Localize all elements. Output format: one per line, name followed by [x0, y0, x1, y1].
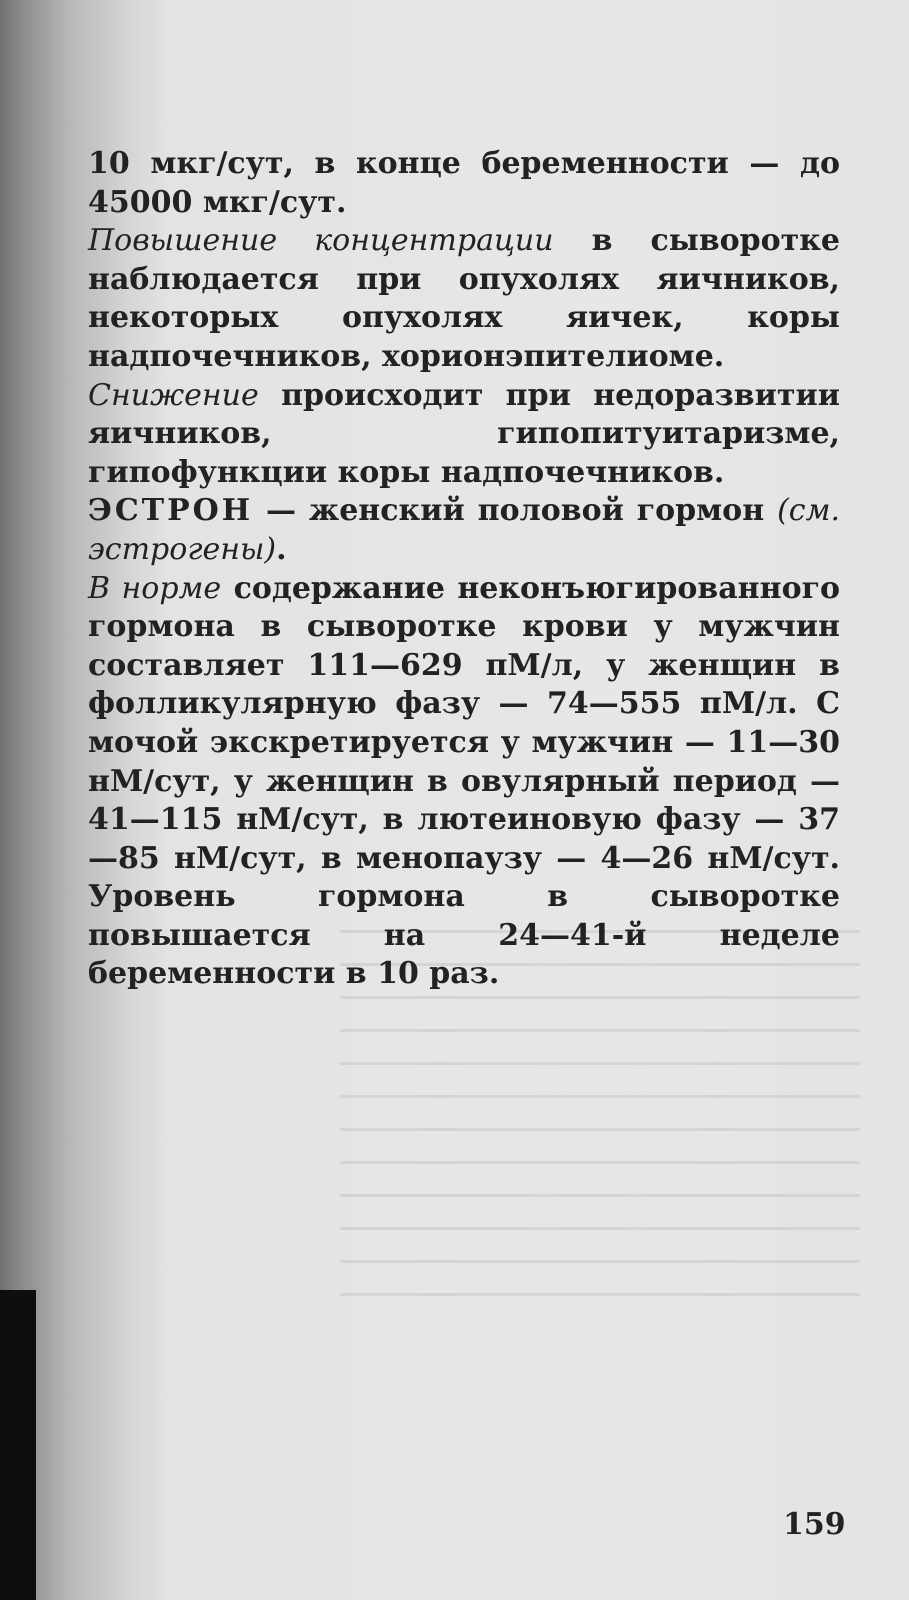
emphasis-phrase: Повышение концентрации	[88, 223, 554, 259]
text-run: 10 мкг/сут, в конце беременности — до 45000 мкг/сут.	[88, 146, 840, 220]
paragraph-1	[88, 145, 840, 222]
page-number: 159	[783, 1507, 846, 1542]
paragraph-5	[88, 570, 840, 995]
cross-reference: (см. эстрогены)	[88, 493, 840, 567]
body-text	[88, 145, 840, 994]
text-run: происходит при недоразвитии яичников, гипопитуитаризме, гипофункции коры надпочечников.	[88, 377, 840, 490]
paragraph-4	[88, 492, 840, 569]
emphasis-phrase: В норме	[88, 570, 222, 606]
paragraph-2	[88, 222, 840, 376]
text-run: — женский половой гормон	[253, 493, 778, 529]
emphasis-phrase: Снижение	[88, 377, 259, 413]
text-run: в сыворотке наблюдается при опухолях яичников, некоторых опухолях яичек, коры надпочечников, хорионэпителиоме.	[88, 223, 840, 374]
paragraph-3	[88, 377, 840, 493]
scan-edge-shadow	[0, 1290, 36, 1600]
text-run: содержание неконъюгированного гормона в сыворотке крови у мужчин составляет 111—629 пМ/л, у женщин в фолликулярную фазу — 74—555 пМ/л. С мочой экскретируется у мужчин — 11—30 нМ/сут, у женщин в овулярный период — 41—115 нМ/сут, в лютеиновую фазу — 37—85 нМ/сут, в менопаузу — 4—26 нМ/сут. Уровень гормона в сыворотке повышается на 24—41-й неделе беременности в 10 раз.	[88, 570, 840, 992]
text-run: .	[276, 531, 287, 567]
entry-term: ЭСТРОН	[88, 493, 254, 529]
